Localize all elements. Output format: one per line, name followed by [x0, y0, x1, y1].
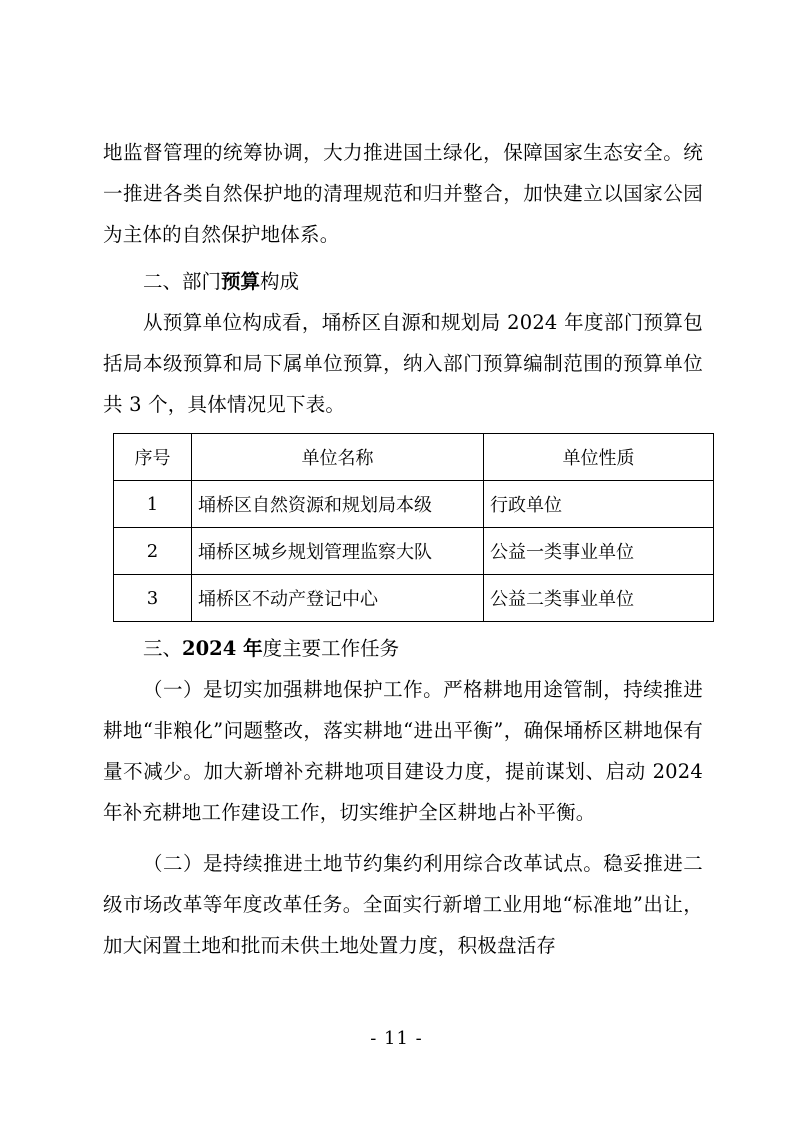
table-header-index: 序号: [114, 434, 192, 481]
table-cell-unit-name: 埇桥区城乡规划管理监察大队: [192, 528, 484, 575]
table-cell-index: 1: [114, 481, 192, 528]
page-content: [103, 132, 703, 966]
body-paragraph-continued: 地监督管理的统筹协调，大力推进国土绿化，保障国家生态安全。统一推进各类自然保护地的清理规范和归并整合，加快建立以国家公园为主体的自然保护地体系。: [103, 141, 703, 246]
section-heading-three-emphasis: 2024 年: [182, 637, 263, 660]
spacer: [103, 833, 703, 843]
section-three-item-two: （二）是持续推进土地节约集约利用综合改革试点。稳妥推进二级市场改革等年度改革任务。全面实行新增工业用地“标准地”出让，加大闲置土地和批而未供土地处置力度，积极盘活存: [103, 852, 703, 957]
table-header-unit-type: 单位性质: [484, 434, 714, 481]
table-cell-unit-name: 埇桥区不动产登记中心: [192, 575, 484, 622]
table-cell-unit-type: 行政单位: [484, 481, 714, 528]
section-three-item-one: （一）是切实加强耕地保护工作。严格耕地用途管制，持续推进耕地“非粮化”问题整改，落实耕地“进出平衡”，确保埇桥区耕地保有量不减少。加大新增补充耕地项目建设力度，提前谋划、启动 2024 年补充耕地工作建设工作，切实维护全区耕地占补平衡。: [103, 678, 703, 824]
section-heading-two-emphasis: 预算: [221, 270, 261, 293]
table-header-unit-name: 单位名称: [192, 434, 484, 481]
section-two-body: 从预算单位构成看，埇桥区自源和规划局 2024 年度部门预算包括局本级预算和局下属单位预算，纳入部门预算编制范围的预算单位共 3 个，具体情况见下表。: [103, 311, 703, 416]
table-cell-index: 2: [114, 528, 192, 575]
page-number: - 11 -: [370, 1028, 423, 1049]
table-row: [114, 575, 714, 622]
table-cell-unit-type: 公益二类事业单位: [484, 575, 714, 622]
table-row: [114, 528, 714, 575]
section-heading-three-prefix: 三、: [143, 637, 183, 660]
table-cell-unit-type: 公益一类事业单位: [484, 528, 714, 575]
section-heading-two: [103, 261, 703, 302]
table-cell-index: 3: [114, 575, 192, 622]
section-heading-three-suffix: 度主要工作任务: [262, 637, 400, 660]
table-header-row: [114, 434, 714, 481]
table-cell-unit-name: 埇桥区自然资源和规划局本级: [192, 481, 484, 528]
budget-units-table: [113, 433, 714, 622]
section-heading-two-prefix: 二、部门: [143, 270, 222, 293]
section-heading-three: [103, 628, 703, 669]
section-heading-two-suffix: 构成: [260, 270, 300, 293]
table-row: [114, 481, 714, 528]
